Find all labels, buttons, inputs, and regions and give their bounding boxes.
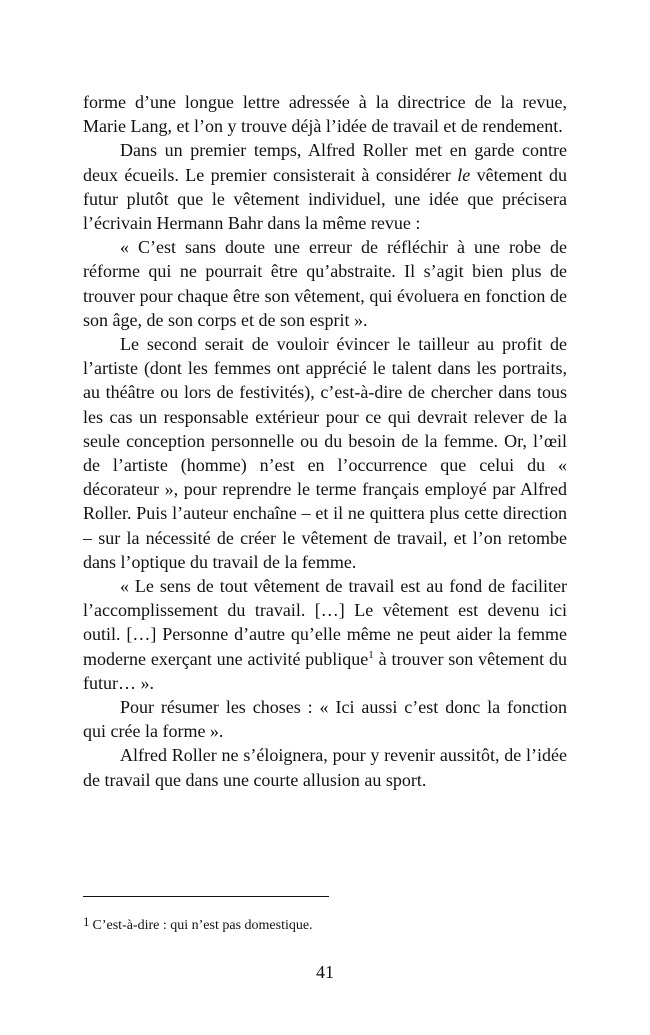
footnote-reference[interactable]: 1 bbox=[368, 648, 374, 661]
paragraph-2-end: vêtement du futur plutôt que le vêtement individuel, une idée que précisera l’écrivain Hermann Bahr dans la même revue : bbox=[83, 164, 567, 234]
paragraph-7: Alfred Roller ne s’éloignera, pour y revenir aussitôt, de l’idée de travail que dans une courte allusion au sport. bbox=[83, 745, 567, 790]
quote-2-end: à trouver son vêtement du futur… ». bbox=[83, 648, 567, 693]
footnote bbox=[83, 913, 313, 935]
quote-1: « C’est sans doute une erreur de réfléchir à une robe de réforme qui ne pourrait être qu’abstraite. Il s’agit bien plus de trouver pour chaque être son vêtement, qui évoluera en fonction de son âge, de son corps et de son esprit ». bbox=[83, 237, 567, 330]
paragraph-2-start: Dans un premier temps, Alfred Roller met en garde contre deux écueils. Le premier consisterait à considérer bbox=[83, 140, 567, 185]
quote-2 bbox=[83, 574, 567, 695]
italic-word: le bbox=[457, 164, 471, 185]
main-text bbox=[83, 90, 567, 792]
quote-2-start: « Le sens de tout vêtement de travail est au fond de faciliter l’accomplissement du travail. […] Le vêtement est devenu ici outil. […] Personne d’autre qu’elle même ne peut aider la femme moderne exerçant une activité publique bbox=[83, 576, 567, 669]
footnote-text: C’est-à-dire : qui n’est pas domestique. bbox=[92, 918, 313, 933]
paragraph-4: Le second serait de vouloir évincer le tailleur au profit de l’artiste (dont les femmes ont apprécié le talent dans les portraits, au théâtre ou lors de festivités), c’est-à-dire de chercher dans tous les cas un responsable extérieur pour ce qui devrait relever de la seule conception personnelle ou du besoin de la femme. Or, l’œil de l’artiste (homme) n’est en l’occurrence que celui du « décorateur », pour reprendre le terme français employé par Alfred Roller. Puis l’auteur enchaîne – et il ne quittera plus cette direction – sur la nécessité de créer le vêtement de travail, et l’on retombe dans l’optique du travail de la femme. bbox=[83, 334, 567, 572]
paragraph-2 bbox=[83, 138, 567, 235]
footnote-number: 1 bbox=[83, 914, 90, 929]
paragraph-6: Pour résumer les choses : « Ici aussi c’est donc la fonction qui crée la forme ». bbox=[83, 697, 567, 742]
page-body bbox=[83, 90, 567, 792]
paragraph-1: forme d’une longue lettre adressée à la directrice de la revue, Marie Lang, et l’on y trouve déjà l’idée de travail et de rendement. bbox=[83, 92, 567, 137]
footnote-divider bbox=[83, 896, 329, 897]
page-number: 41 bbox=[316, 962, 334, 982]
